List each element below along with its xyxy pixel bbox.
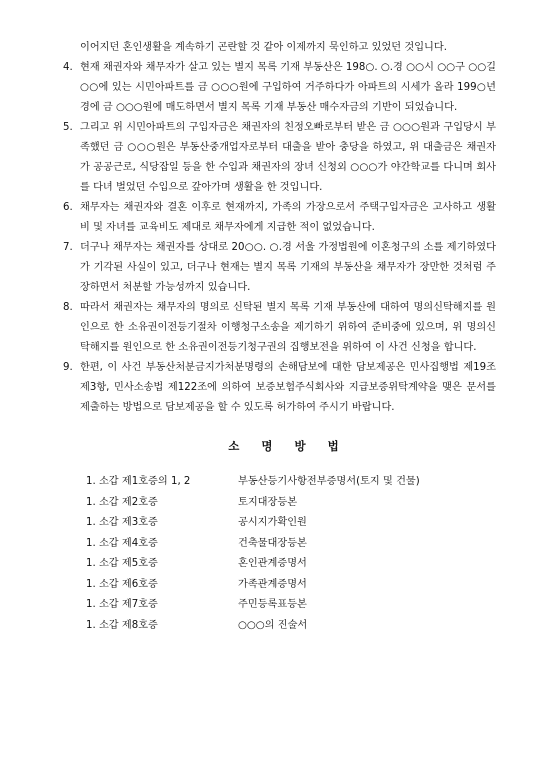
evidence-description: 가족관계증명서 bbox=[238, 578, 307, 590]
evidence-row bbox=[86, 554, 496, 575]
evidence-row bbox=[86, 493, 496, 514]
evidence-description: 건축물대장등본 bbox=[238, 537, 307, 549]
evidence-description: 공시지가확인원 bbox=[238, 517, 307, 528]
evidence-description: ○○○의 진술서 bbox=[238, 619, 308, 631]
item-number: 7. bbox=[63, 242, 73, 253]
evidence-label: 1. 소갑 제5호증 bbox=[86, 558, 158, 569]
list-item bbox=[63, 58, 496, 118]
evidence-description: 혼인관계증명서 bbox=[238, 558, 307, 569]
item-number: 6. bbox=[63, 202, 73, 213]
evidence-row bbox=[86, 575, 496, 596]
evidence-description: 토지대장등본 bbox=[238, 496, 298, 508]
evidence-label: 1. 소갑 제4호증 bbox=[86, 537, 158, 549]
evidence-description: 부동산등기사항전부증명서(토지 및 건물) bbox=[238, 476, 420, 487]
evidence-list bbox=[86, 472, 496, 636]
item-text: 따라서 채권자는 채무자의 명의로 신탁된 별지 목록 기재 부동산에 대하여 명의신탁해지를 원인으로 한 소유권이전등기절차 이행청구소송을 제기하기 위하여 준비중에 있으며, 위 명의신탁해지를 원인으로 한 소유권이전등기청구권의 집행보전을 위하여 이 사건 신청을 합니다. bbox=[80, 302, 496, 353]
evidence-row bbox=[86, 472, 496, 493]
item-number: 4. bbox=[63, 62, 73, 73]
item-number: 8. bbox=[63, 302, 73, 313]
evidence-label: 1. 소갑 제1호증의 1, 2 bbox=[86, 476, 191, 487]
evidence-label: 1. 소갑 제3호증 bbox=[86, 517, 158, 528]
evidence-row bbox=[86, 534, 496, 555]
item-number: 9. bbox=[63, 362, 73, 373]
evidence-description: 주민등록표등본 bbox=[238, 599, 307, 610]
list-item bbox=[63, 358, 496, 418]
list-item bbox=[63, 298, 496, 358]
item-text: 한편, 이 사건 부동산처분금지가처분명령의 손해담보에 대한 담보제공은 민사집행법 제19조 제3항, 민사소송법 제122조에 의하여 보증보험주식회사와 지급보증위탁계약을 맺은 문서를 제출하는 방법으로 담보제공을 할 수 있도록 허가하여 주시기 바랍니다. bbox=[80, 362, 496, 413]
evidence-row bbox=[86, 595, 496, 616]
item-text: 현재 채권자와 채무자가 살고 있는 별지 목록 기재 부동산은 198○. ○.경 ○○시 ○○구 ○○길 ○○에 있는 시민아파트를 금 ○○○원에 구입하여 거주하다가 아파트의 시세가 올라 199○년경에 금 ○○○원에 매도하면서 별지 목록 기재 부동산 매수자금의 기반이 되었습니다. bbox=[80, 62, 496, 113]
item-number: 5. bbox=[63, 122, 73, 133]
evidence-label: 1. 소갑 제8호증 bbox=[86, 619, 158, 631]
evidence-label: 1. 소갑 제7호증 bbox=[86, 599, 158, 610]
evidence-row bbox=[86, 616, 496, 637]
list-item bbox=[63, 118, 496, 198]
evidence-row bbox=[86, 513, 496, 534]
evidence-label: 1. 소갑 제6호증 bbox=[86, 578, 158, 590]
continuation-paragraph: 이어지던 혼인생활을 계속하기 곤란할 것 같아 이제까지 묵인하고 있었던 것입니다. bbox=[80, 42, 447, 53]
item-text: 그리고 위 시민아파트의 구입자금은 채권자의 친정오빠로부터 받은 금 ○○○원과 구입당시 부족했던 금 ○○○원은 부동산중개업자로부터 대출을 받아 충당을 하였고, 위 대출금은 채권자가 공공근로, 식당잡일 등을 한 수입과 채권자의 장녀 신청외 ○○○가 야간학교를 다니며 회사를 다녀 벌었던 수입으로 갚아가며 생활을 한 것입니다. bbox=[80, 122, 496, 193]
numbered-list bbox=[63, 58, 496, 418]
list-item bbox=[63, 238, 496, 298]
list-item bbox=[63, 198, 496, 238]
item-text: 채무자는 채권자와 결혼 이후로 현재까지, 가족의 가장으로서 주택구입자금은 고사하고 생활비 및 자녀를 교육비도 제대로 채무자에게 지급한 적이 없었습니다. bbox=[80, 202, 496, 233]
evidence-label: 1. 소갑 제2호증 bbox=[86, 496, 158, 508]
item-text: 더구나 채무자는 채권자를 상대로 20○○. ○.경 서울 가정법원에 이혼청구의 소를 제기하였다가 기각된 사실이 있고, 더구나 현재는 별지 목록 기재의 부동산을 채무자가 장만한 것처럼 주장하면서 처분할 가능성까지 있습니다. bbox=[80, 242, 496, 293]
section-title: 소 명 방 법 bbox=[228, 439, 348, 453]
